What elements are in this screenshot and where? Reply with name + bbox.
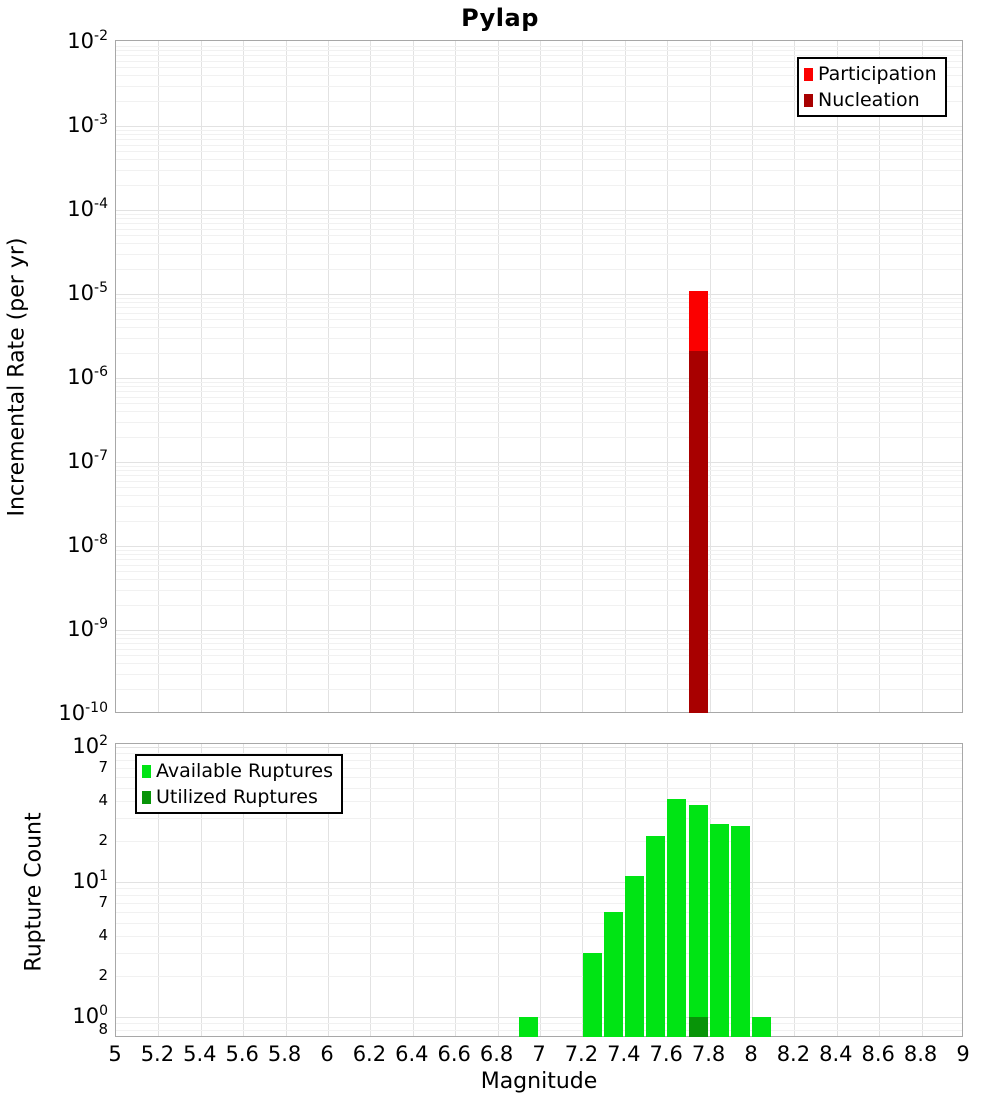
gridline [116, 976, 962, 977]
legend-label: Available Ruptures [156, 760, 333, 782]
x-tick-label: 8 [744, 1042, 758, 1066]
gridline [116, 50, 962, 51]
y-tick-label: $10^{-5}$ [67, 280, 108, 305]
gridline [116, 643, 962, 644]
gridline [116, 218, 962, 219]
y-tick-label: $10^2$ [72, 733, 108, 758]
x-tick-label: 6.6 [437, 1042, 471, 1066]
y-tick-label: $10^{-9}$ [67, 616, 108, 641]
gridline [116, 546, 962, 547]
x-tick-label: 7 [532, 1042, 546, 1066]
y-axis-label-bottom: Rupture Count [21, 812, 47, 972]
gridline [116, 243, 962, 244]
x-tick-label: 5 [108, 1042, 122, 1066]
gridline [116, 638, 962, 639]
gridline [116, 403, 962, 404]
gridline [116, 630, 962, 631]
gridline [116, 378, 962, 379]
gridline [116, 1030, 962, 1031]
y-tick-label: $10^{-6}$ [67, 364, 108, 389]
gridline [116, 134, 962, 135]
gridline [116, 159, 962, 160]
x-tick-label: 7.8 [691, 1042, 726, 1066]
gridline [116, 353, 962, 354]
gridline [540, 41, 541, 712]
gridline [116, 229, 962, 230]
gridline [116, 130, 962, 131]
gridline [922, 41, 923, 712]
gridline [116, 495, 962, 496]
y-tick-label: $10^{-10}$ [58, 700, 108, 725]
gridline [116, 1017, 962, 1018]
legend-bottom [135, 754, 343, 814]
gridline [116, 214, 962, 215]
bar-available-ruptures [519, 1017, 538, 1037]
gridline [158, 41, 159, 712]
gridline [710, 41, 711, 712]
gridline [116, 953, 962, 954]
x-tick-label: 6.4 [395, 1042, 429, 1066]
gridline [116, 307, 962, 308]
gridline [201, 41, 202, 712]
gridline [794, 41, 795, 712]
gridline [116, 674, 962, 675]
gridline [116, 55, 962, 56]
gridline [116, 1023, 962, 1024]
x-tick-label: 8.4 [819, 1042, 853, 1066]
gridline [243, 41, 244, 712]
gridline [116, 487, 962, 488]
gridline [625, 41, 626, 712]
available-ruptures-marker-icon [142, 765, 151, 778]
bar-available-ruptures [752, 1017, 771, 1037]
gridline [498, 41, 499, 712]
rate-panel [115, 40, 963, 713]
y-tick-label: $10^{-2}$ [67, 28, 108, 53]
gridline [752, 41, 753, 712]
gridline [116, 747, 962, 748]
legend-item [142, 760, 333, 782]
legend-item [804, 89, 937, 111]
y-tick-label: $10^{-4}$ [67, 196, 108, 221]
x-tick-label: 6 [320, 1042, 334, 1066]
y-minor-tick-label: 8 [98, 1020, 108, 1039]
bar-available-ruptures [583, 953, 602, 1037]
gridline [116, 903, 962, 904]
bar-available-ruptures [646, 836, 665, 1037]
y-minor-tick-label: 7 [98, 757, 108, 776]
gridline [116, 319, 962, 320]
gridline [116, 462, 962, 463]
x-tick-label: 8.2 [776, 1042, 811, 1066]
gridline [116, 590, 962, 591]
bar-nucleation [689, 351, 708, 713]
bar-available-ruptures [689, 805, 708, 1037]
gridline [116, 689, 962, 690]
y-tick-label: $10^1$ [72, 868, 108, 893]
gridline [116, 579, 962, 580]
gridline [116, 46, 962, 47]
gridline [116, 554, 962, 555]
gridline [582, 41, 583, 712]
utilized-ruptures-marker-icon [142, 791, 151, 804]
x-tick-label: 8.8 [903, 1042, 938, 1066]
gridline [116, 470, 962, 471]
bar-available-ruptures [731, 826, 750, 1037]
x-tick-label: 8.6 [861, 1042, 895, 1066]
bar-available-ruptures [667, 799, 686, 1037]
gridline [116, 313, 962, 314]
gridline [116, 506, 962, 507]
x-tick-label: 5.6 [225, 1042, 259, 1066]
gridline [116, 605, 962, 606]
y-minor-tick-label: 7 [98, 892, 108, 911]
gridline [328, 41, 329, 712]
gridline [116, 888, 962, 889]
chart-title: Pylap [461, 4, 539, 32]
y-minor-tick-label: 4 [98, 790, 108, 809]
gridline [455, 41, 456, 712]
gridline [116, 571, 962, 572]
gridline [116, 550, 962, 551]
gridline [116, 565, 962, 566]
gridline [116, 302, 962, 303]
gridline [413, 41, 414, 712]
gridline [116, 145, 962, 146]
y-minor-tick-label: 2 [98, 831, 108, 850]
gridline [116, 151, 962, 152]
gridline [116, 841, 962, 842]
nucleation-marker-icon [804, 94, 813, 107]
bar-available-ruptures [625, 876, 644, 1037]
gridline [116, 210, 962, 211]
gridline [116, 649, 962, 650]
gridline [116, 481, 962, 482]
bar-available-ruptures [604, 912, 623, 1037]
x-tick-label: 7.6 [649, 1042, 683, 1066]
gridline [667, 41, 668, 712]
gridline [116, 386, 962, 387]
gridline [116, 912, 962, 913]
gridline [116, 923, 962, 924]
gridline [116, 882, 962, 883]
x-tick-label: 5.8 [267, 1042, 302, 1066]
gridline [116, 895, 962, 896]
gridline [286, 41, 287, 712]
y-minor-tick-label: 4 [98, 925, 108, 944]
gridline [879, 41, 880, 712]
gridline [116, 559, 962, 560]
y-minor-tick-label: 2 [98, 966, 108, 985]
gridline [837, 41, 838, 712]
gridline [116, 170, 962, 171]
y-tick-label: $10^{-8}$ [67, 532, 108, 557]
gridline [370, 41, 371, 712]
gridline [116, 391, 962, 392]
gridline [116, 382, 962, 383]
y-axis-label-top: Incremental Rate (per yr) [4, 237, 30, 517]
gridline [116, 936, 962, 937]
gridline [116, 126, 962, 127]
legend-label: Nucleation [818, 89, 920, 111]
y-tick-label: $10^{-3}$ [67, 112, 108, 137]
gridline [116, 139, 962, 140]
participation-marker-icon [804, 68, 813, 81]
legend-top [797, 57, 947, 117]
gridline [116, 818, 962, 819]
legend-item [804, 63, 937, 85]
gridline [116, 475, 962, 476]
gridline [116, 269, 962, 270]
legend-label: Participation [818, 63, 937, 85]
y-tick-label: $10^{-7}$ [67, 448, 108, 473]
x-tick-label: 7.4 [607, 1042, 641, 1066]
gridline [116, 663, 962, 664]
gridline [116, 397, 962, 398]
gridline [116, 411, 962, 412]
gridline [116, 466, 962, 467]
gridline [116, 338, 962, 339]
gridline [116, 235, 962, 236]
gridline [116, 655, 962, 656]
legend-item [142, 786, 333, 808]
gridline [116, 437, 962, 438]
x-tick-label: 6.2 [352, 1042, 387, 1066]
x-tick-label: 9 [956, 1042, 970, 1066]
y-tick-label: $10^0$ [72, 1003, 108, 1028]
legend-label: Utilized Ruptures [156, 786, 318, 808]
gridline [116, 634, 962, 635]
x-tick-label: 6.8 [479, 1042, 514, 1066]
gridline [116, 223, 962, 224]
x-tick-label: 5.2 [140, 1042, 175, 1066]
gridline [116, 422, 962, 423]
gridline [116, 294, 962, 295]
gridline [116, 254, 962, 255]
bar-available-ruptures [710, 824, 729, 1037]
x-tick-label: 5.4 [183, 1042, 217, 1066]
gridline [116, 327, 962, 328]
bar-utilized-ruptures [689, 1017, 708, 1037]
gridline [116, 185, 962, 186]
gridline [116, 298, 962, 299]
gridline [116, 521, 962, 522]
x-axis-label: Magnitude [480, 1069, 598, 1094]
x-tick-label: 7.2 [564, 1042, 599, 1066]
